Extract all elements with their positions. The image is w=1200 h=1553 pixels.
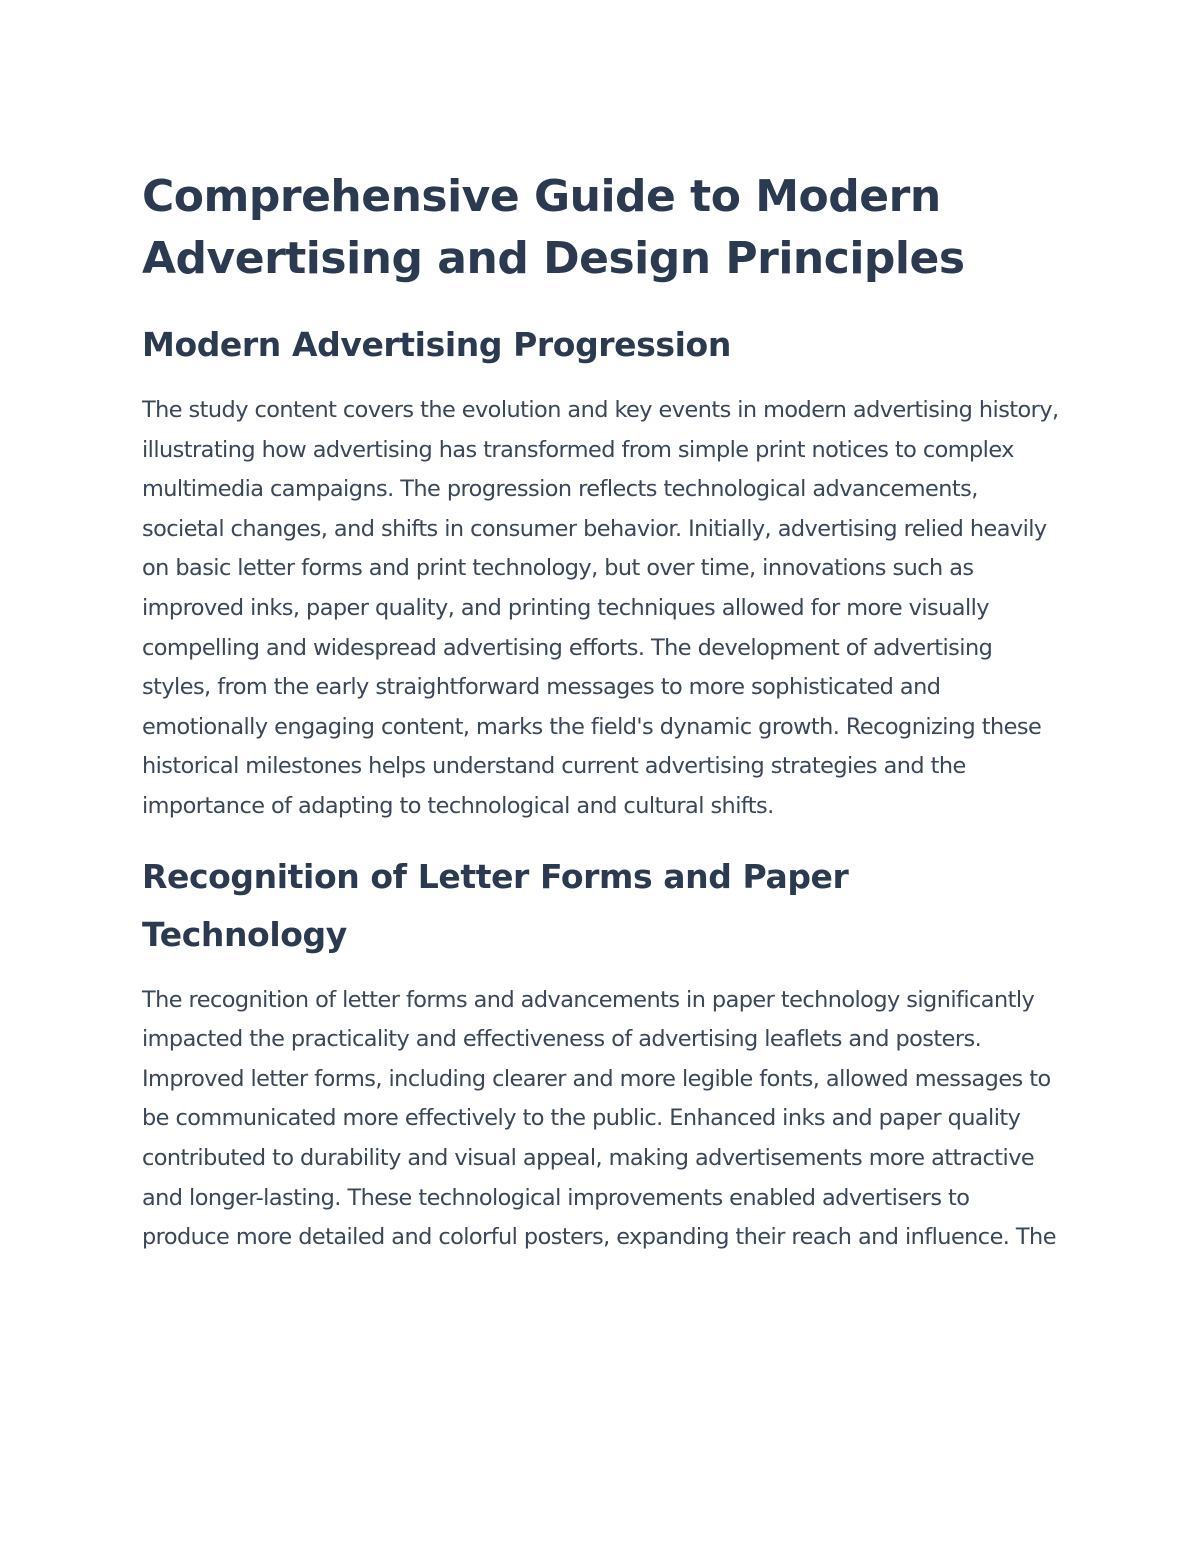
section-body-modern-advertising-progression: The study content covers the evolution and key events in modern advertising history, illustrating how advertising has transformed from simple print notices to complex multimedia campaigns. The progression reflects technological advancements, societal changes, and shifts in consumer behavior. Initially, advertising relied heavily on basic letter forms and print technology, but over time, innovations such as improved inks, paper quality, and printing techniques allowed for more visually compelling and widespread advertising efforts. The development of advertising styles, from the early straightforward messages to more sophisticated and emotionally engaging content, marks the field's dynamic growth. Recognizing these historical milestones helps understand current advertising strategies and the importance of adapting to technological and cultural shifts. <box>142 397 1059 819</box>
section-body-letter-forms-paper-technology: The recognition of letter forms and advancements in paper technology significantly impacted the practicality and effectiveness of advertising leaflets and posters. Improved letter forms, including clearer and more legible fonts, allowed messages to be communicated more effectively to the public. Enhanced inks and paper quality contributed to durability and visual appeal, making advertisements more attractive and longer-lasting. These technological improvements enabled advertisers to produce more detailed and colorful posters, expanding their reach and influence. The <box>142 986 1056 1251</box>
section-heading-modern-advertising-progression: Modern Advertising Progression <box>142 325 731 364</box>
section-heading-letter-forms-paper-technology: Recognition of Letter Forms and Paper Technology <box>142 856 849 954</box>
document-title: Comprehensive Guide to Modern Advertising and Design Principles <box>142 171 965 284</box>
document-page <box>142 166 1062 1258</box>
